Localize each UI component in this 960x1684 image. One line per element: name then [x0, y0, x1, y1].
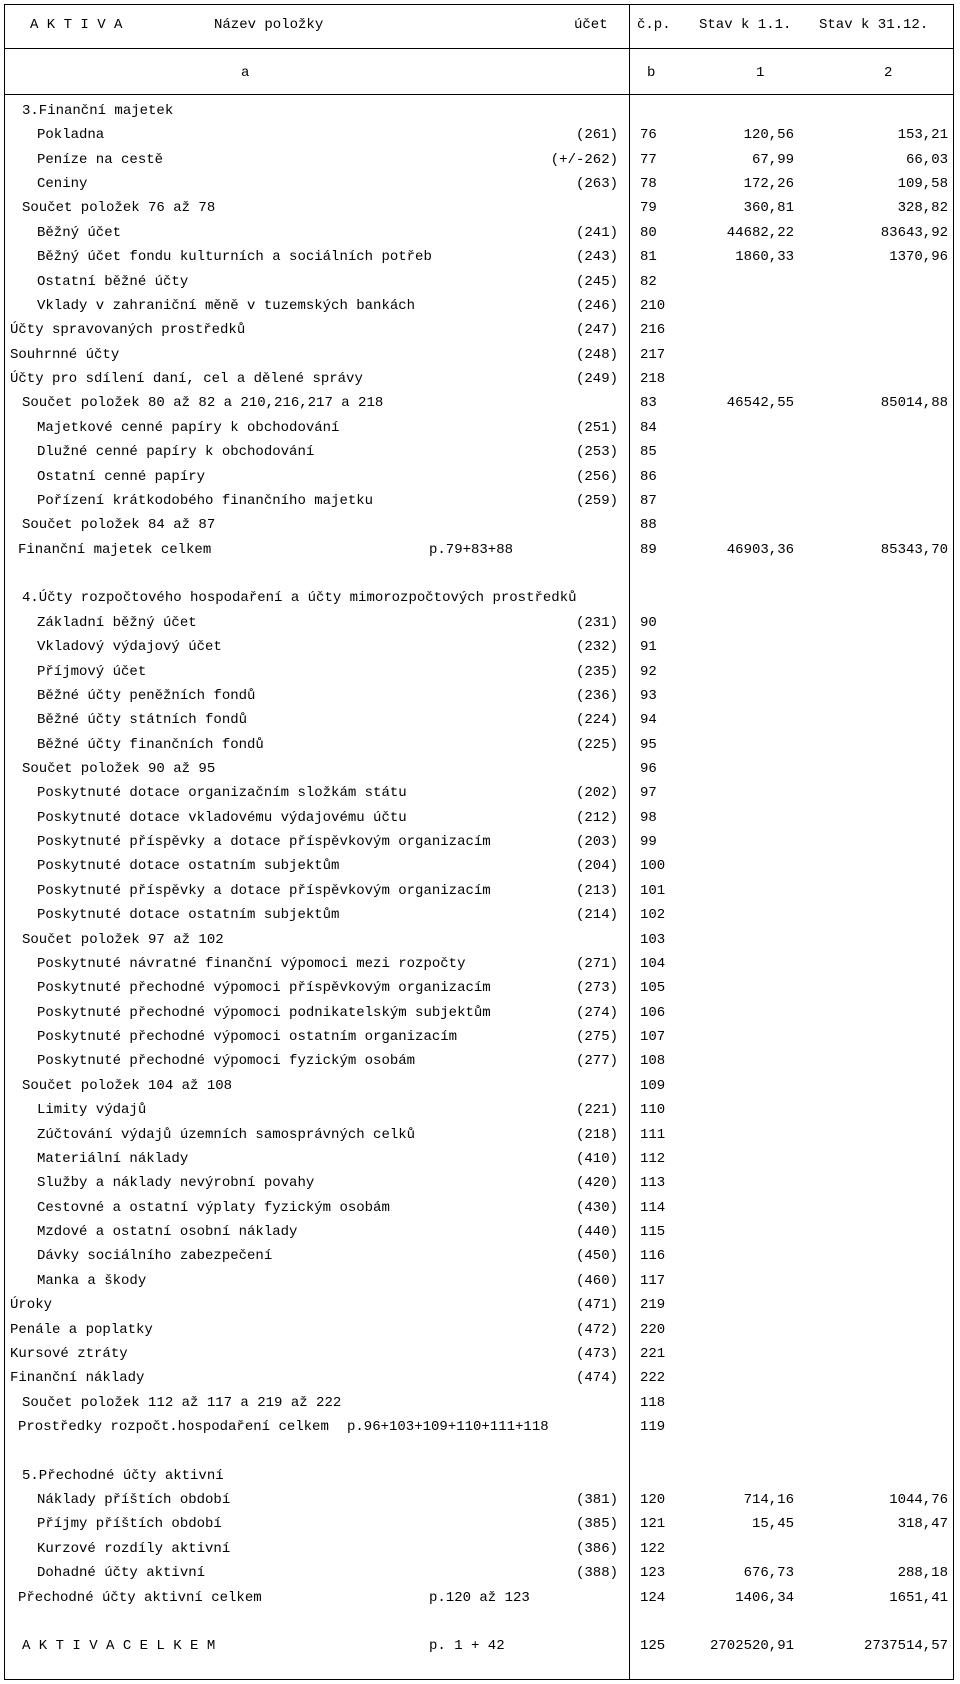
row-number: 95 [640, 737, 657, 753]
row-label: Pokladna [37, 127, 105, 143]
row-label: Mzdové a ostatní osobní náklady [37, 1224, 298, 1240]
row-account: (450) [575, 1248, 618, 1264]
row-account: (235) [575, 664, 618, 680]
row-value-start: 2702520,91 [709, 1638, 794, 1654]
row-number: 91 [640, 639, 657, 655]
row-label: Přechodné účty aktivní celkem [18, 1590, 262, 1606]
row-label: Zúčtování výdajů územních samosprávných celků [37, 1127, 416, 1143]
row-label: Poskytnuté přechodné výpomoci příspěvkovým organizacím [37, 980, 491, 996]
row-number: 210 [640, 298, 666, 314]
row-label: Součet položek 97 až 102 [22, 932, 224, 948]
row-account: (204) [575, 858, 618, 874]
row-account: (224) [575, 712, 618, 728]
row-number: 120 [640, 1492, 666, 1508]
row-number: 83 [640, 395, 657, 411]
row-value-start: 172,26 [743, 176, 794, 192]
row-label: Pořízení krátkodobého finančního majetku [37, 493, 374, 509]
row-number: 222 [640, 1370, 666, 1386]
row-label: Penále a poplatky [10, 1322, 153, 1338]
row-number: 82 [640, 274, 657, 290]
row-account: (246) [575, 298, 618, 314]
row-label: Ostatní cenné papíry [37, 469, 206, 485]
row-account: (474) [575, 1370, 618, 1386]
row-label: Náklady příštích období [37, 1492, 231, 1508]
row-label: Souhrnné účty [10, 347, 120, 363]
row-account: (253) [575, 444, 618, 460]
row-label: Dohadné účty aktivní [37, 1565, 206, 1581]
row-value-start: 15,45 [751, 1516, 794, 1532]
row-label: Součet položek 80 až 82 a 210,216,217 a 218 [22, 395, 384, 411]
row-account: (275) [575, 1029, 618, 1045]
row-account: (271) [575, 956, 618, 972]
row-number: 107 [640, 1029, 666, 1045]
subheader-b: b [647, 65, 656, 81]
row-value-end: 1044,76 [889, 1492, 948, 1508]
row-account: (247) [575, 322, 618, 338]
row-label: Příjmový účet [37, 664, 147, 680]
row-label: Vklady v zahraniční měně v tuzemských bankách [37, 298, 416, 314]
row-account: (273) [575, 980, 618, 996]
row-label: Poskytnuté příspěvky a dotace příspěvkovým organizacím [37, 883, 491, 899]
header-start: Stav k 1.1. [699, 17, 792, 33]
row-label: Dlužné cenné papíry k obchodování [37, 444, 315, 460]
row-label: Dávky sociálního zabezpečení [37, 1248, 273, 1264]
row-label: Poskytnuté návratné finanční výpomoci mezi rozpočty [37, 956, 466, 972]
row-account: (231) [575, 615, 618, 631]
row-reference: p.79+83+88 [429, 542, 514, 558]
row-value-start: 1860,33 [735, 249, 794, 265]
border-top [4, 4, 954, 5]
row-value-start: 46903,36 [726, 542, 794, 558]
row-number: 103 [640, 932, 666, 948]
row-account: (277) [575, 1053, 618, 1069]
row-label: Peníze na cestě [37, 152, 164, 168]
balance-sheet [4, 4, 954, 1680]
row-account: (386) [575, 1541, 618, 1557]
row-number: 119 [640, 1419, 666, 1435]
row-value-start: 360,81 [743, 200, 794, 216]
row-label: Materiální náklady [37, 1151, 189, 1167]
row-number: 100 [640, 858, 666, 874]
row-value-end: 66,03 [905, 152, 948, 168]
row-account: (245) [575, 274, 618, 290]
row-account: (232) [575, 639, 618, 655]
row-number: 76 [640, 127, 657, 143]
row-account: (261) [575, 127, 618, 143]
row-number: 123 [640, 1565, 666, 1581]
subheader-a: a [241, 65, 250, 81]
row-label: Kurzové rozdíly aktivní [37, 1541, 231, 1557]
row-account: (202) [575, 785, 618, 801]
row-number: 89 [640, 542, 657, 558]
row-number: 79 [640, 200, 657, 216]
header-divider [4, 48, 954, 49]
row-label: Účty pro sdílení daní, cel a dělené správy [10, 371, 363, 387]
row-label: Poskytnuté příspěvky a dotace příspěvkovým organizacím [37, 834, 491, 850]
border-left [4, 4, 5, 1680]
row-label: Ostatní běžné účty [37, 274, 189, 290]
row-account: (251) [575, 420, 618, 436]
row-number: 86 [640, 469, 657, 485]
row-account: (472) [575, 1322, 618, 1338]
row-number: 87 [640, 493, 657, 509]
row-number: 220 [640, 1322, 666, 1338]
row-account: (218) [575, 1127, 618, 1143]
row-value-start: 44682,22 [726, 225, 794, 241]
row-number: 116 [640, 1248, 666, 1264]
row-number: 111 [640, 1127, 666, 1143]
row-number: 77 [640, 152, 657, 168]
row-number: 114 [640, 1200, 666, 1216]
row-number: 94 [640, 712, 657, 728]
row-number: 92 [640, 664, 657, 680]
row-label: Finanční náklady [10, 1370, 145, 1386]
row-value-start: 120,56 [743, 127, 794, 143]
row-label: Majetkové cenné papíry k obchodování [37, 420, 340, 436]
row-label: Běžné účty peněžních fondů [37, 688, 256, 704]
row-account: (420) [575, 1175, 618, 1191]
row-label: Součet položek 76 až 78 [22, 200, 216, 216]
row-label: Prostředky rozpočt.hospodaření celkem [18, 1419, 329, 1435]
header-name: Název položky [214, 17, 324, 33]
row-label: Poskytnuté dotace ostatním subjektům [37, 907, 340, 923]
col-divider-num [629, 4, 630, 1680]
row-account: (274) [575, 1005, 618, 1021]
row-number: 78 [640, 176, 657, 192]
row-account: (212) [575, 810, 618, 826]
row-label: A K T I V A C E L K E M [22, 1638, 216, 1654]
row-number: 117 [640, 1273, 666, 1289]
row-account: (241) [575, 225, 618, 241]
row-number: 124 [640, 1590, 666, 1606]
row-number: 80 [640, 225, 657, 241]
row-account: (248) [575, 347, 618, 363]
header-aktiva: A K T I V A [30, 17, 123, 33]
row-reference: p.120 až 123 [429, 1590, 530, 1606]
row-value-end: 85343,70 [880, 542, 948, 558]
row-number: 102 [640, 907, 666, 923]
row-label: Příjmy příštích období [37, 1516, 222, 1532]
row-label: Služby a náklady nevýrobní povahy [37, 1175, 315, 1191]
header-end: Stav k 31.12. [819, 17, 929, 33]
row-number: 122 [640, 1541, 666, 1557]
row-account: (388) [575, 1565, 618, 1581]
row-number: 108 [640, 1053, 666, 1069]
row-value-end: 83643,92 [880, 225, 948, 241]
row-number: 110 [640, 1102, 666, 1118]
row-label: Součet položek 90 až 95 [22, 761, 216, 777]
row-reference: p.96+103+109+110+111+118 [347, 1419, 549, 1435]
row-label: Běžný účet [37, 225, 122, 241]
row-label: Součet položek 84 až 87 [22, 517, 216, 533]
row-account: (263) [575, 176, 618, 192]
row-number: 81 [640, 249, 657, 265]
row-account: (471) [575, 1297, 618, 1313]
row-number: 125 [640, 1638, 666, 1654]
header-rownum: č.p. [637, 17, 671, 33]
row-value-end: 318,47 [897, 1516, 948, 1532]
subheader-1: 1 [756, 65, 765, 81]
row-label: Úroky [10, 1297, 53, 1313]
row-number: 84 [640, 420, 657, 436]
row-number: 121 [640, 1516, 666, 1532]
row-label: Poskytnuté přechodné výpomoci fyzickým osobám [37, 1053, 416, 1069]
row-account: (440) [575, 1224, 618, 1240]
row-account: (473) [575, 1346, 618, 1362]
row-label: 4.Účty rozpočtového hospodaření a účty mimorozpočtových prostředků [22, 590, 577, 606]
row-label: Manka a škody [37, 1273, 147, 1289]
row-label: Základní běžný účet [37, 615, 197, 631]
row-account: (214) [575, 907, 618, 923]
row-value-end: 109,58 [897, 176, 948, 192]
row-label: Běžné účty státních fondů [37, 712, 248, 728]
row-number: 115 [640, 1224, 666, 1240]
row-account: (410) [575, 1151, 618, 1167]
row-label: Poskytnuté dotace organizačním složkám státu [37, 785, 407, 801]
row-label: Poskytnuté přechodné výpomoci ostatním organizacím [37, 1029, 458, 1045]
row-number: 221 [640, 1346, 666, 1362]
row-label: Poskytnuté přechodné výpomoci podnikatelským subjektům [37, 1005, 491, 1021]
row-number: 90 [640, 615, 657, 631]
border-right [953, 4, 954, 1680]
row-label: Běžné účty finančních fondů [37, 737, 264, 753]
row-account: (203) [575, 834, 618, 850]
row-account: (225) [575, 737, 618, 753]
row-number: 97 [640, 785, 657, 801]
row-value-end: 1370,96 [889, 249, 948, 265]
row-number: 216 [640, 322, 666, 338]
row-label: Poskytnuté dotace vkladovému výdajovému účtu [37, 810, 407, 826]
row-number: 104 [640, 956, 666, 972]
row-account: (221) [575, 1102, 618, 1118]
row-value-end: 288,18 [897, 1565, 948, 1581]
subheader-2: 2 [884, 65, 893, 81]
row-label: Součet položek 104 až 108 [22, 1078, 233, 1094]
row-reference: p. 1 + 42 [429, 1638, 505, 1654]
row-value-start: 714,16 [743, 1492, 794, 1508]
row-label: Limity výdajů [37, 1102, 147, 1118]
row-label: Běžný účet fondu kulturních a sociálních potřeb [37, 249, 432, 265]
row-value-end: 2737514,57 [863, 1638, 948, 1654]
row-number: 85 [640, 444, 657, 460]
row-label: Vkladový výdajový účet [37, 639, 222, 655]
border-bottom [4, 1679, 954, 1680]
row-account: (385) [575, 1516, 618, 1532]
row-label: 3.Finanční majetek [22, 103, 174, 119]
row-account: (+/-262) [550, 152, 618, 168]
row-number: 99 [640, 834, 657, 850]
row-label: Cestovné a ostatní výplaty fyzickým osobám [37, 1200, 390, 1216]
row-account: (249) [575, 371, 618, 387]
row-account: (430) [575, 1200, 618, 1216]
row-number: 106 [640, 1005, 666, 1021]
row-account: (256) [575, 469, 618, 485]
row-value-end: 153,21 [897, 127, 948, 143]
row-number: 105 [640, 980, 666, 996]
row-label: 5.Přechodné účty aktivní [22, 1468, 224, 1484]
row-number: 219 [640, 1297, 666, 1313]
row-label: Finanční majetek celkem [18, 542, 212, 558]
row-account: (259) [575, 493, 618, 509]
row-value-start: 676,73 [743, 1565, 794, 1581]
subheader-divider [4, 94, 954, 95]
row-account: (236) [575, 688, 618, 704]
row-number: 101 [640, 883, 666, 899]
row-number: 88 [640, 517, 657, 533]
row-value-end: 328,82 [897, 200, 948, 216]
row-label: Účty spravovaných prostředků [10, 322, 246, 338]
header-account: účet [574, 17, 608, 33]
row-number: 113 [640, 1175, 666, 1191]
row-number: 109 [640, 1078, 666, 1094]
row-label: Poskytnuté dotace ostatním subjektům [37, 858, 340, 874]
row-account: (213) [575, 883, 618, 899]
row-label: Kursové ztráty [10, 1346, 128, 1362]
row-number: 98 [640, 810, 657, 826]
row-account: (381) [575, 1492, 618, 1508]
row-value-start: 1406,34 [735, 1590, 794, 1606]
row-account: (243) [575, 249, 618, 265]
row-value-end: 1651,41 [889, 1590, 948, 1606]
row-number: 93 [640, 688, 657, 704]
row-number: 112 [640, 1151, 666, 1167]
row-number: 118 [640, 1395, 666, 1411]
row-label: Součet položek 112 až 117 a 219 až 222 [22, 1395, 342, 1411]
row-number: 96 [640, 761, 657, 777]
row-account: (460) [575, 1273, 618, 1289]
row-value-start: 46542,55 [726, 395, 794, 411]
row-number: 217 [640, 347, 666, 363]
row-value-end: 85014,88 [880, 395, 948, 411]
row-number: 218 [640, 371, 666, 387]
row-value-start: 67,99 [751, 152, 794, 168]
row-label: Ceniny [37, 176, 88, 192]
